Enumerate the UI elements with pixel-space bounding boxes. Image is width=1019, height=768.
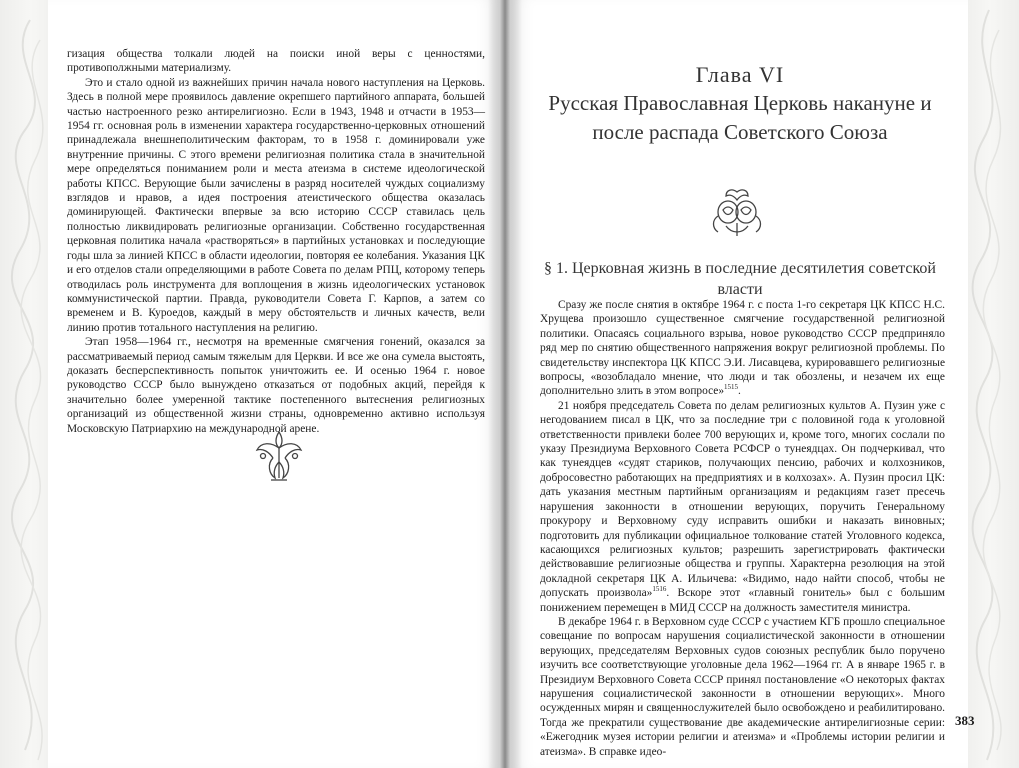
paragraph: 21 ноября председатель Совета по делам религиозных культов А. Пузин уже с негодованием писал в ЦК, что за последние три с половиной года к уголовной ответственности привлеки более 700 верующих и, кроме того, многих сослали по указу Президиума Верховного Совета РСФСР о тунеядцах. Он подчеркивал, что как тунеядцев «судят стариков, получающих пенсию, рабочих и колхозников, добросовестно работающих на предприятиях и в колхозах». А. Пузин просил ЦК: дать указания местным партийным организациям и редакциям газет пресечь нарушения законности в отношении верующих, поручить Генеральному прокурору и Верховному суду исправить ошибки и наказать виновных; подготовить для публикации официальное толкование статей Уголовного кодекса, касающихся религиозных культов; разрешить зарегистрировать фактически действовавшие религиозные общества и группы. Характерна резолюция на этой докладной секретаря ЦК А. Ильичева: «Видимо, надо найти способ, чтобы не допускать произвола»$^{1516}$. Вскоре этот «главный гонитель» был с большим понижением перемещен в МИД СССР на должность заместителя министра. <box>540 399 945 614</box>
emblem-ornament-icon <box>706 186 768 238</box>
right-page-text <box>540 298 945 759</box>
chapter-title: Русская Православная Церковь накануне и после распада Советского Союза <box>548 91 932 144</box>
swirl-ornament-right <box>961 0 1019 768</box>
footnote-ref[interactable]: 1515 <box>724 383 739 392</box>
paragraph: Это и стало одной из важнейших причин начала нового наступления на Церковь. Здесь в полной мере проявилось давление окрепшего партийного аппарата, большей частью настроенного резко антирелигиозно. Если в 1943, 1948 и отчасти в 1953—1954 гг. основная роль в изменении характера государственно-церковных отношений принадлежала внешнеполитическим факторам, то в 1958 г. доминировали уже внутренние причины. С этого времени религиозная политика стала в значительной мере определяться пониманием роли и места атеизма в системе идеологической работы КПСС. Верующие были зачислены в разряд носителей чуждых социализму взглядов и нравов, а идея построения атеистического общества оказалась доминирующей. Фактически впервые за всю историю СССР ставилась цель полностью ликвидировать религиозные организации. Собственно государственная церковная политика начала «растворяться» в партийных установках и последующие годы шла за линией КПСС в области идеологии, повторяя ее колебания. Указания ЦК и его отделов стали определяющими в работе Совета по делам РПЦ, которому теперь отводилась роль инструмента для воплощения в жизнь идеологических установок коммунистической партии. Правда, руководители Совета Г. Карпов, а затем со временем и В. Куроедов, каждый в меру обстоятельств и личных качеств, вели линию против тотального наступления на религию. <box>67 76 485 334</box>
paragraph: гизация общества толкали людей на поиски иной веры с ценностями, противополжными материализму. <box>67 48 485 75</box>
fleuron-ornament-icon <box>253 428 305 484</box>
paragraph: Сразу же после снятия в октябре 1964 г. с поста 1-го секретаря ЦК КПСС Н.С. Хрущева произошло существенное смягчение государственной религиозной политики. Опасаясь социального взрыва, новое руководство СССР предприняло ряд мер по снятию общественного напряжения вокруг религиозной проблемы. По свидетельству инспектора ЦК КПСС Э.И. Лисавцева, курировавшего религиозные вопросы, «возобладало мнение, что люди и так обозлены, и незачем их еще дополнительно злить в этом вопросе»$^{1515}$. <box>540 299 945 398</box>
section-title: § 1. Церковная жизнь в последние десятилетия советской власти <box>544 260 936 298</box>
paragraph: Этап 1958—1964 гг., несмотря на временные смягчения гонений, оказался за рассматриваемый период самым тяжелым для Церкви. И все же она сумела выстоять, доказать бесперспективность попыток уничтожить ее. И осенью 1964 г. новое руководство СССР было вынуждено отказаться от подобных акций, перейдя к значительно более умеренной тактике постепенного вытеснения религиозных организаций из общественной жизни страны, одновременно активно используя Московскую Патриархию на международной арене. <box>67 336 485 435</box>
right-decorative-margin <box>961 0 1019 768</box>
book-gutter <box>488 0 522 768</box>
page-number: 383 <box>955 713 975 728</box>
left-page-text <box>67 47 485 436</box>
footnote-ref[interactable]: 1516 <box>652 585 667 594</box>
chapter-label: Глава VI <box>695 62 785 87</box>
paragraph: В декабре 1964 г. в Верховном суде СССР с участием КГБ прошло специальное совещание по вопросам нарушения социалистической законности в отношении верующих, председателям Верховных судов союзных республик было поручено изучить все соответствующие уголовные дела 1962—1964 гг. А в январе 1965 г. в Президиум Верховного Совета СССР принял постановление «О некоторых фактах нарушения социалистической законности в отношении верующих». Много осужденных мирян и священнослужителей было освобождено и реабилитировано. Тогда же прекратили существование две академические антирелигиозные серии: «Ежегодник музея истории религии и атеизма» и «Проблемы истории религии и атеизма». В справке идео- <box>540 615 946 758</box>
